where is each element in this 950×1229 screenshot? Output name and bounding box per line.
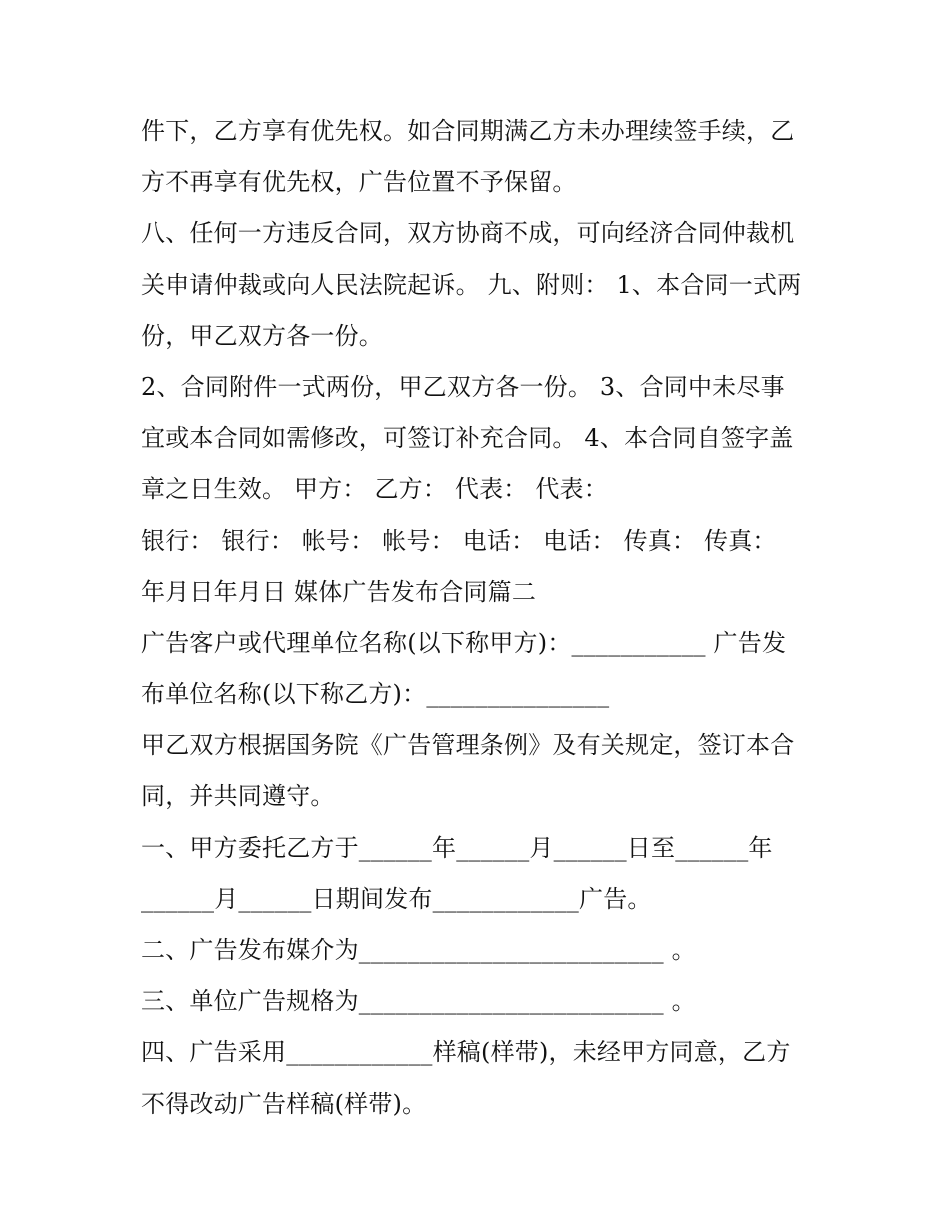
text-line: 甲乙双方根据国务院《广告管理条例》及有关规定，签订本合 — [141, 731, 795, 760]
section-heading-line: 年月日年月日 媒体广告发布合同篇二 — [141, 577, 537, 606]
text-line: 件下，乙方享有优先权。如合同期满乙方未办理续签手续，乙 — [141, 117, 795, 145]
text-line: 宜或本合同如需修改，可签订补充合同。 4、本合同自签字盖 — [141, 424, 794, 453]
text-line: 2、合同附件一式两份，甲乙双方各一份。 3、合同中未尽事 — [141, 372, 785, 401]
contract-text — [141, 106, 816, 1130]
text-line: 一、甲方委托乙方于______年______月______日至______年 — [141, 833, 773, 862]
text-line: 份，甲乙双方各一份。 — [141, 321, 383, 350]
text-line: ______月______日期间发布____________广告。 — [141, 884, 652, 913]
text-line: 三、单位广告规格为_________________________ 。 — [141, 987, 696, 1016]
text-line: 方不再享有优先权，广告位置不予保留。 — [141, 168, 577, 197]
text-line: 章之日生效。 甲方： 乙方： 代表： 代表： — [141, 475, 608, 504]
text-line: 不得改动广告样稿(样带)。 — [141, 1089, 427, 1118]
text-line: 同，并共同遵守。 — [141, 782, 335, 811]
text-line: 八、任何一方违反合同，双方协商不成，可向经济合同仲裁机 — [141, 219, 795, 248]
text-line: 关申请仲裁或向人民法院起诉。 九、附则： 1、本合同一式两 — [141, 270, 802, 299]
text-line: 四、广告采用____________样稿(样带)，未经甲方同意，乙方 — [141, 1038, 791, 1067]
text-line: 广告客户或代理单位名称(以下称甲方)：___________ 广告发 — [141, 628, 787, 657]
text-line: 布单位名称(以下称乙方)：_______________ — [141, 680, 610, 709]
text-line: 二、广告发布媒介为_________________________ 。 — [141, 936, 696, 964]
text-line: 银行： 银行： 帐号： 帐号： 电话： 电话： 传真： 传真： — [141, 526, 777, 555]
